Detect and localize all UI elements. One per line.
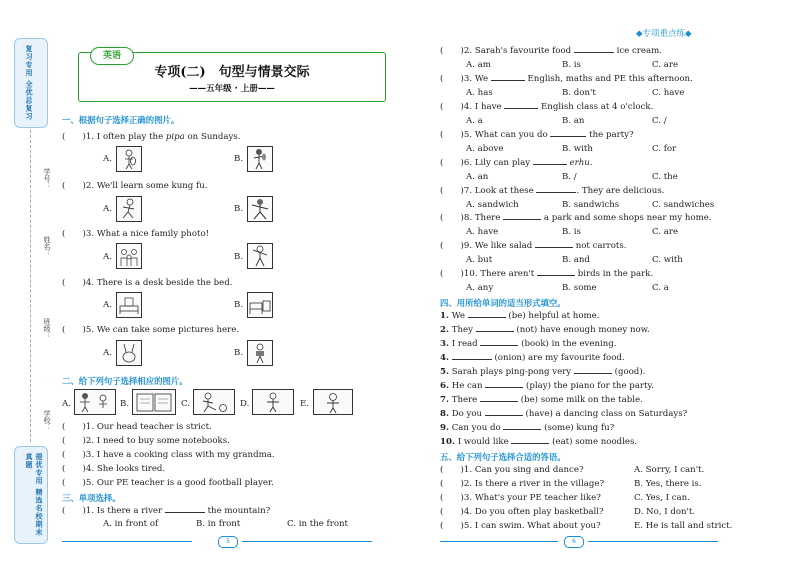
field-name: 姓名：	[43, 236, 51, 257]
dancing-girl-picture	[247, 243, 273, 269]
field-student-no: 学号：	[43, 168, 51, 189]
s5-question-1: ( )1. Can you sing and dance?	[440, 465, 584, 475]
s4-item-6: 6. He can (play) the piano for the party.	[440, 381, 654, 391]
s5-answer-a: A. Sorry, I can't.	[634, 465, 705, 475]
s2-question-3: ( )3. I have a cooking class with my grandma.	[62, 450, 275, 460]
s3-q2-opt-c: C. are	[652, 60, 679, 70]
s3-q7-opt-c: C. sandwiches	[652, 200, 715, 210]
s3-q1-opt-a: A. in front of	[103, 519, 159, 529]
s3-q9-opt-a: A. but	[466, 255, 493, 265]
s2-question-5: ( )5. Our PE teacher is a good football player.	[62, 478, 274, 488]
s3-question-6: ( )6. Lily can play erhu.	[440, 158, 593, 168]
s3-question-4: ( )4. I have English class at 4 o'clock.	[440, 102, 654, 112]
s4-item-5: 5. Sarah plays ping-pong very (good).	[440, 367, 646, 377]
photographer-picture	[247, 340, 273, 366]
footer-line-left-2	[242, 541, 372, 542]
s1-q2-label-a: A.	[103, 204, 112, 214]
s5-answer-c: C. Yes, I can.	[634, 493, 690, 503]
s3-q1-opt-c: C. in the front	[287, 519, 349, 529]
s3-q10-opt-b: B. some	[562, 283, 597, 293]
section-3-heading: 三、单项选择。	[62, 493, 121, 503]
s4-item-7: 7. There (be) some milk on the table.	[440, 395, 643, 405]
s3-q2-opt-a: A. am	[466, 60, 491, 70]
s3-question-1: ( )1. Is there a river the mountain?	[62, 506, 271, 516]
s3-question-2: ( )2. Sarah's favourite food ice cream.	[440, 46, 662, 56]
s3-q8-opt-b: B. is	[562, 227, 581, 237]
s1-question-1: ( )1. I often play the pipa on Sundays.	[62, 132, 241, 142]
s3-q5-opt-a: A. above	[466, 144, 504, 154]
s4-item-1: 1. We (be) helpful at home.	[440, 311, 600, 321]
s3-q2-opt-b: B. is	[562, 60, 581, 70]
kung-fu-picture	[247, 196, 273, 222]
s3-q9-opt-c: C. with	[652, 255, 683, 265]
s1-q4-label-b: B.	[234, 300, 244, 310]
header-tag: ◆专项重点练◆	[636, 29, 692, 39]
s3-q6-opt-c: C. the	[652, 172, 678, 182]
s4-item-4: 4. (onion) are my favourite food.	[440, 353, 625, 363]
sidebar-top-tab	[14, 38, 48, 128]
footer-line-right-2	[588, 541, 718, 542]
notebooks-picture	[132, 389, 176, 415]
tired-girl-picture	[313, 389, 353, 415]
sidebar-top-text: 复习专用 全优总复习	[25, 45, 33, 121]
s2-label-b: B.	[120, 399, 130, 409]
s3-question-7: ( )7. Look at these . They are delicious.	[440, 186, 665, 196]
sidebar-bottom-tab	[14, 446, 48, 544]
section-2-heading: 二、给下列句子选择相应的图片。	[62, 376, 188, 386]
field-school: 学校：	[43, 410, 51, 431]
s3-q6-opt-b: B. /	[562, 172, 577, 182]
field-class: 班级：	[43, 318, 51, 339]
s5-answer-b: B. Yes, there is.	[634, 479, 702, 489]
s1-q1-label-a: A.	[103, 154, 112, 164]
dashed-cut-line	[30, 130, 31, 442]
s5-question-4: ( )4. Do you often play basketball?	[440, 507, 604, 517]
s2-question-4: ( )4. She looks tired.	[62, 464, 166, 474]
s1-q5-label-b: B.	[234, 348, 244, 358]
s5-question-2: ( )2. Is there a river in the village?	[440, 479, 605, 489]
cooking-picture	[252, 389, 294, 415]
footer-line-right-1	[440, 541, 558, 542]
s3-question-9: ( )9. We like salad not carrots.	[440, 241, 627, 251]
binding-sidebar	[14, 38, 51, 537]
s5-answer-e: E. He is tall and strict.	[634, 521, 733, 531]
s4-item-2: 2. They (not) have enough money now.	[440, 325, 650, 335]
s1-question-5: ( )5. We can take some pictures here.	[62, 325, 240, 335]
s4-item-9: 9. Can you do (some) kung fu?	[440, 423, 615, 433]
s3-question-10: ( )10. There aren't birds in the park.	[440, 269, 654, 279]
s3-q7-opt-b: B. sandwichs	[562, 200, 620, 210]
bedroom-picture	[247, 292, 273, 318]
s3-question-3: ( )3. We English, maths and PE this afternoon.	[440, 74, 693, 84]
s1-q1-label-b: B.	[234, 154, 244, 164]
s3-q10-opt-c: C. a	[652, 283, 669, 293]
s3-q4-opt-a: A. a	[466, 116, 483, 126]
s3-q3-opt-a: A. has	[466, 88, 493, 98]
s2-question-2: ( )2. I need to buy some notebooks.	[62, 436, 230, 446]
s5-question-5: ( )5. I can swim. What about you?	[440, 521, 601, 531]
s3-q5-opt-b: B. with	[562, 144, 593, 154]
s3-q10-opt-a: A. any	[466, 283, 494, 293]
s3-question-5: ( )5. What can you do the party?	[440, 130, 634, 140]
s1-question-4: ( )4. There is a desk beside the bed.	[62, 278, 233, 288]
violin-player-picture	[247, 146, 273, 172]
s4-item-3: 3. I read (book) in the evening.	[440, 339, 617, 349]
s5-question-3: ( )3. What's your PE teacher like?	[440, 493, 601, 503]
s2-question-1: ( )1. Our head teacher is strict.	[62, 422, 212, 432]
pipa-player-picture	[116, 146, 142, 172]
s3-q3-opt-b: B. don't	[562, 88, 596, 98]
footer-line-left-1	[62, 541, 192, 542]
page-number-left: 5	[218, 536, 238, 548]
subject-badge: 英语	[90, 47, 134, 65]
section-5-heading: 五、给下列句子选择合适的答语。	[440, 452, 566, 462]
football-player-picture	[193, 389, 235, 415]
section-1-heading: 一、根据句子选择正确的图片。	[62, 115, 180, 125]
section-4-heading: 四、用所给单词的适当形式填空。	[440, 298, 566, 308]
s3-q3-opt-c: C. have	[652, 88, 685, 98]
page-subtitle: ——五年级 · 上册——	[189, 84, 275, 94]
head-teacher-picture	[74, 389, 116, 415]
s4-item-8: 8. Do you (have) a dancing class on Saturdays?	[440, 409, 688, 419]
s1-q5-label-a: A.	[103, 348, 112, 358]
s1-q2-label-b: B.	[234, 204, 244, 214]
s2-label-c: C.	[181, 399, 191, 409]
s3-q8-opt-a: A. have	[466, 227, 499, 237]
s3-q9-opt-b: B. and	[562, 255, 590, 265]
s3-q1-opt-b: B. in front	[196, 519, 241, 529]
running-boy-picture	[116, 196, 142, 222]
s3-question-8: ( )8. There a park and some shops near my home.	[440, 213, 712, 223]
s2-label-e: E.	[300, 399, 310, 409]
page-title: 专项(二) 句型与情景交际	[154, 65, 310, 80]
s3-q4-opt-b: B. an	[562, 116, 585, 126]
s1-question-3: ( )3. What a nice family photo!	[62, 229, 210, 239]
s3-q6-opt-a: A. an	[466, 172, 489, 182]
s5-answer-d: D. No, I don't.	[634, 507, 696, 517]
s1-q3-label-a: A.	[103, 252, 112, 262]
s4-item-10: 10. I would like (eat) some noodles.	[440, 437, 638, 447]
s1-q3-label-b: B.	[234, 252, 244, 262]
desk-beside-bed-picture	[116, 292, 142, 318]
page-number-right: 6	[564, 536, 584, 548]
s1-question-2: ( )2. We'll learn some kung fu.	[62, 181, 208, 191]
family-photo-picture	[116, 243, 142, 269]
s3-q4-opt-c: C. /	[652, 116, 667, 126]
s2-label-a: A.	[62, 399, 71, 409]
s2-label-d: D.	[240, 399, 250, 409]
rabbit-picture	[116, 340, 142, 366]
s3-q5-opt-c: C. for	[652, 144, 677, 154]
sidebar-bottom-text: 提优专用 精选名校期末真题	[25, 453, 43, 537]
s3-q7-opt-a: A. sandwich	[466, 200, 519, 210]
s1-q4-label-a: A.	[103, 300, 112, 310]
s3-q8-opt-c: C. are	[652, 227, 679, 237]
